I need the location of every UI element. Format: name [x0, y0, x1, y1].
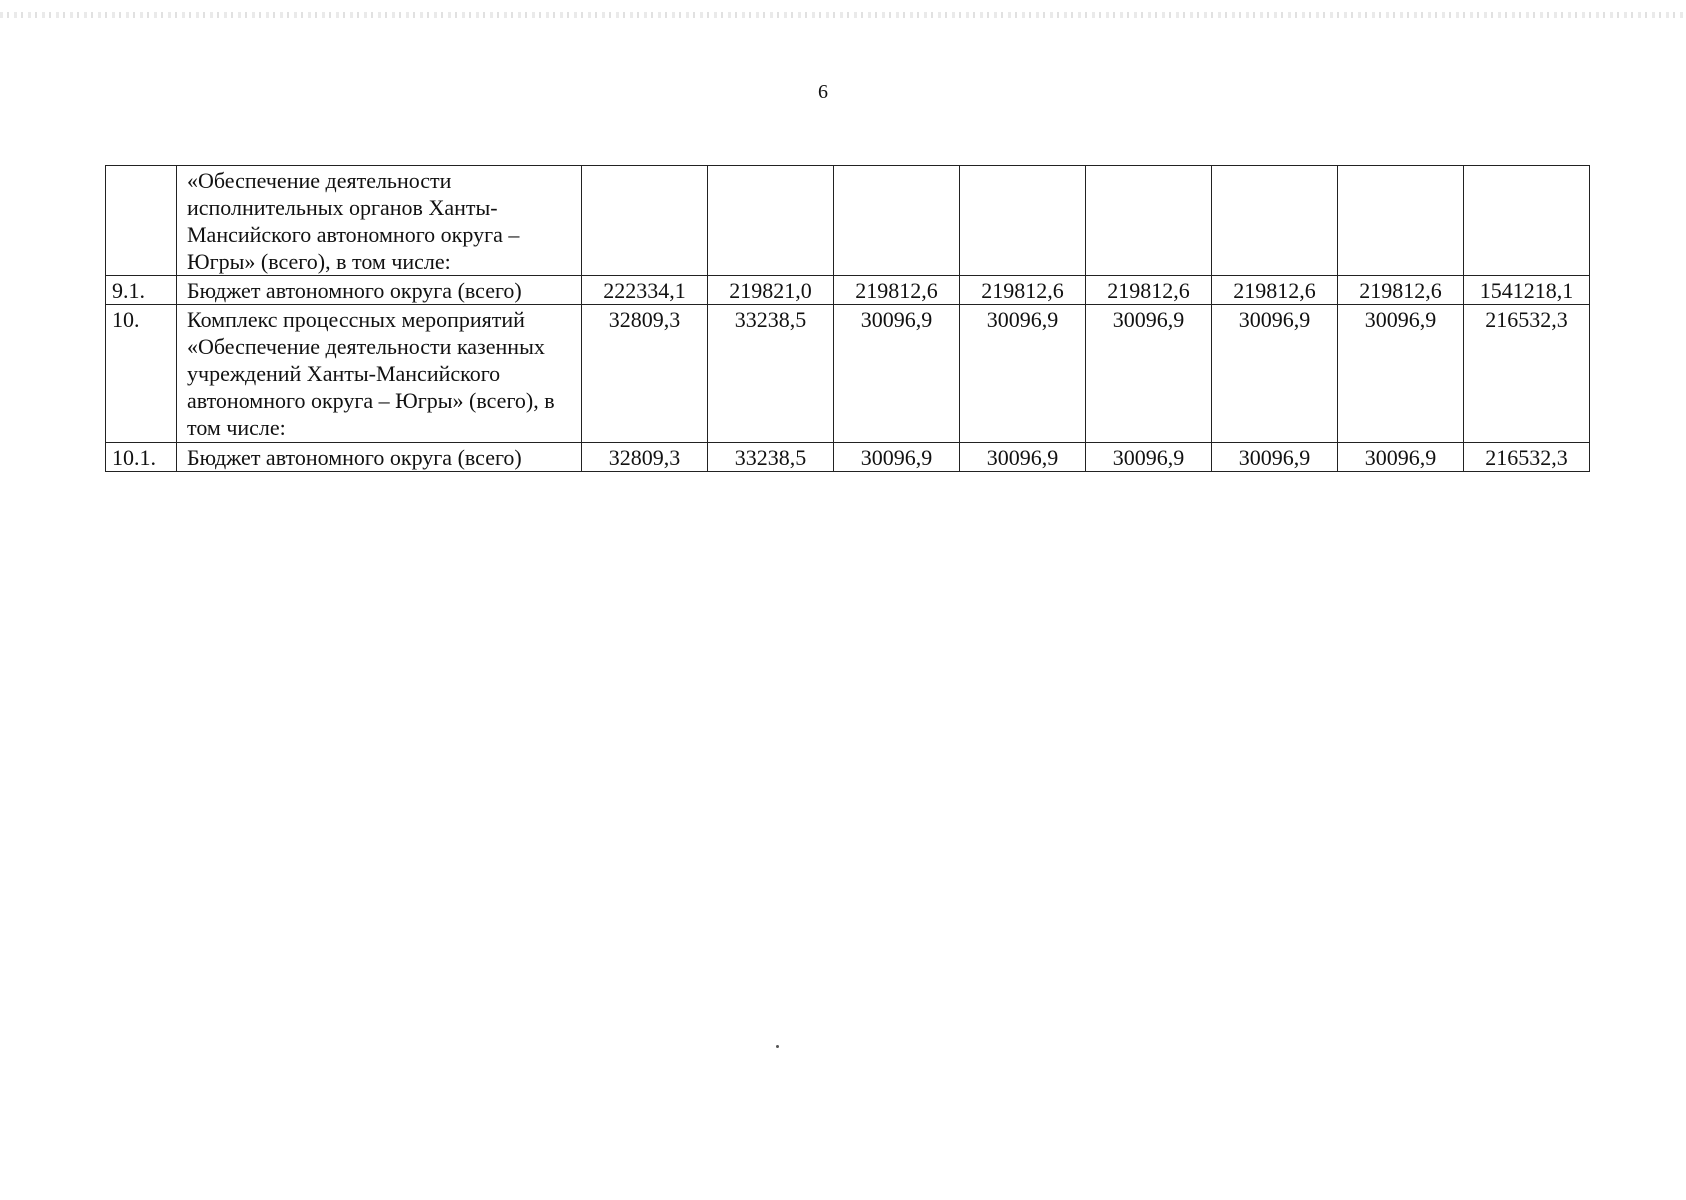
- value-cell: [1464, 166, 1590, 276]
- row-index: [106, 166, 177, 276]
- value-cell: 30096,9: [960, 443, 1086, 472]
- value-cell: 30096,9: [1086, 443, 1212, 472]
- value-cell: 219821,0: [708, 276, 834, 305]
- table-row: [106, 166, 1590, 276]
- value-cell: 32809,3: [582, 305, 708, 443]
- row-name: «Обеспечение деятельности исполнительных органов Ханты-Мансийского автономного округа – Югры» (всего), в том числе:: [177, 166, 582, 276]
- row-name: Комплекс процессных мероприятий «Обеспечение деятельности казенных учреждений Ханты-Мансийского автономного округа – Югры» (всего), в том числе:: [177, 305, 582, 443]
- value-cell: [1338, 166, 1464, 276]
- table-row: [106, 443, 1590, 472]
- value-cell: 33238,5: [708, 443, 834, 472]
- value-cell: 30096,9: [1338, 305, 1464, 443]
- value-cell: 30096,9: [1338, 443, 1464, 472]
- row-index: 10.: [106, 305, 177, 443]
- value-cell: [582, 166, 708, 276]
- scan-edge-noise: [0, 12, 1686, 18]
- value-cell: 222334,1: [582, 276, 708, 305]
- row-name: Бюджет автономного округа (всего): [177, 443, 582, 472]
- value-cell: 219812,6: [1212, 276, 1338, 305]
- value-cell: [708, 166, 834, 276]
- value-cell: 216532,3: [1464, 443, 1590, 472]
- value-cell: [834, 166, 960, 276]
- value-cell: 219812,6: [1338, 276, 1464, 305]
- value-cell: [1086, 166, 1212, 276]
- table-row: [106, 276, 1590, 305]
- value-cell: 30096,9: [1086, 305, 1212, 443]
- value-cell: 32809,3: [582, 443, 708, 472]
- value-cell: 219812,6: [1086, 276, 1212, 305]
- value-cell: [1212, 166, 1338, 276]
- value-cell: 33238,5: [708, 305, 834, 443]
- page-number: 6: [818, 81, 828, 103]
- value-cell: 30096,9: [834, 305, 960, 443]
- value-cell: 30096,9: [834, 443, 960, 472]
- value-cell: 1541218,1: [1464, 276, 1590, 305]
- value-cell: 219812,6: [960, 276, 1086, 305]
- budget-table: [105, 165, 1590, 472]
- row-index: 10.1.: [106, 443, 177, 472]
- table-row: [106, 305, 1590, 443]
- value-cell: 30096,9: [1212, 443, 1338, 472]
- value-cell: [960, 166, 1086, 276]
- value-cell: 219812,6: [834, 276, 960, 305]
- scan-speck: [776, 1045, 779, 1048]
- row-index: 9.1.: [106, 276, 177, 305]
- value-cell: 30096,9: [1212, 305, 1338, 443]
- row-name: Бюджет автономного округа (всего): [177, 276, 582, 305]
- value-cell: 30096,9: [960, 305, 1086, 443]
- value-cell: 216532,3: [1464, 305, 1590, 443]
